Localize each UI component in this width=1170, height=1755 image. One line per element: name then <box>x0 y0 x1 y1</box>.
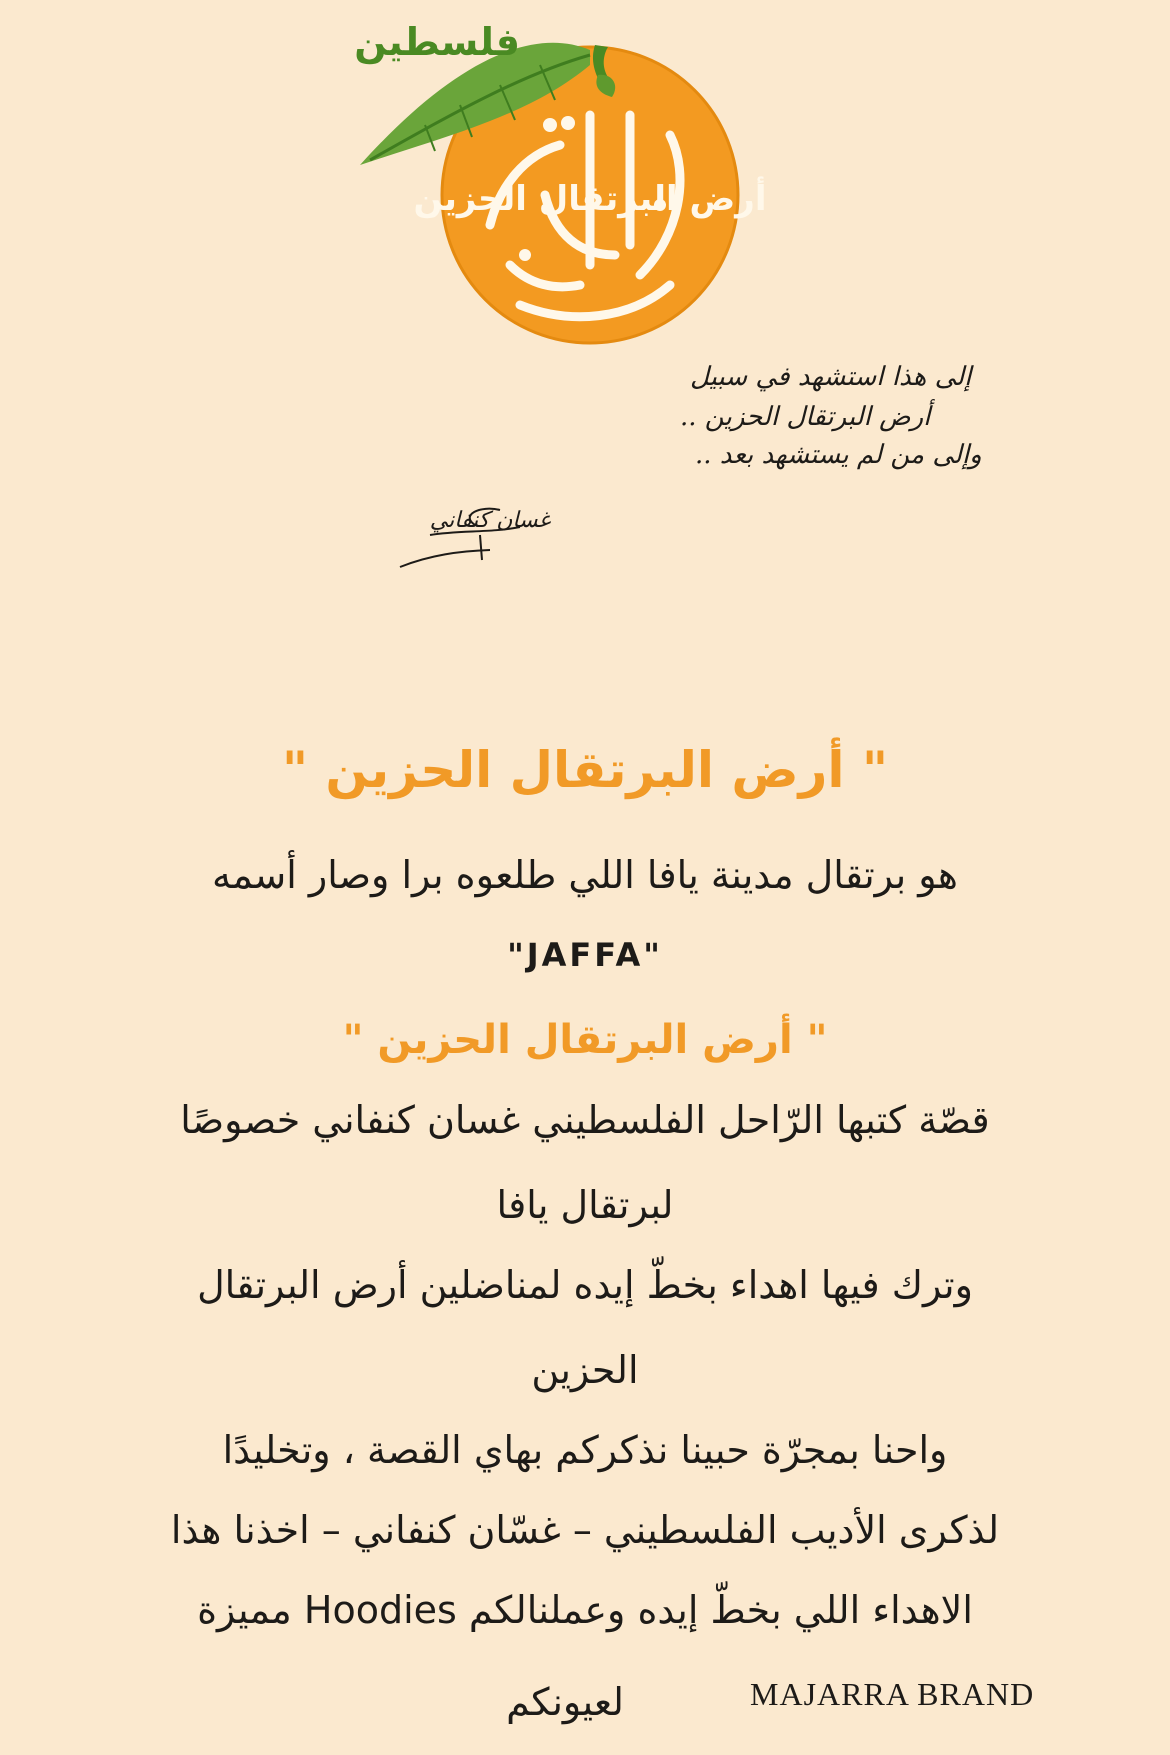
text-line-3: قصّة كتبها الرّاحل الفلسطيني غسان كنفاني خصوصًا <box>180 1098 990 1142</box>
page-title: " أرض البرتقال الحزين " <box>281 741 889 799</box>
text-line-7: واحنا بمجرّة حبينا نذكركم بهاي القصة ، وتخليدًا <box>222 1428 948 1472</box>
svg-text:إلى هذا استشهد في سبيل: إلى هذا استشهد في سبيل <box>690 362 972 392</box>
text-line-10: لعيونكم <box>506 1680 624 1724</box>
brand-name: MAJARRA BRAND <box>750 1676 1035 1712</box>
text-line-jaffa: "JAFFA" <box>507 936 663 974</box>
signature-icon <box>400 508 552 567</box>
dedication-handwriting <box>360 355 982 625</box>
svg-text:غسان كنفاني: غسان كنفاني <box>429 508 551 533</box>
text-line-8: لذكرى الأديب الفلسطيني – غسّان كنفاني – اخذنا هذا <box>170 1508 1000 1552</box>
text-line-9: الاهداء اللي بخطّ إيده وعملنالكم Hoodies مميزة <box>197 1588 973 1632</box>
svg-text:وإلى من لم يستشهد بعد ..: وإلى من لم يستشهد بعد .. <box>695 440 982 470</box>
subtitle: " أرض البرتقال الحزين " <box>342 1017 828 1063</box>
svg-text:أرض البرتقال الحزين: أرض البرتقال الحزين <box>413 179 767 219</box>
text-line-5: وترك فيها اهداء بخطّ إيده لمناضلين أرض البرتقال <box>197 1263 973 1307</box>
text-line-1: هو برتقال مدينة يافا اللي طلعوه برا وصار أسمه <box>212 853 958 897</box>
handwritten-dedication <box>360 355 982 625</box>
text-line-6: الحزين <box>531 1348 639 1392</box>
orange-logo <box>340 5 767 355</box>
leaf-text: فلسطين <box>354 20 520 64</box>
text-line-4: لبرتقال يافا <box>496 1183 674 1227</box>
svg-text:أرض البرتقال الحزين ..: أرض البرتقال الحزين .. <box>680 402 931 432</box>
